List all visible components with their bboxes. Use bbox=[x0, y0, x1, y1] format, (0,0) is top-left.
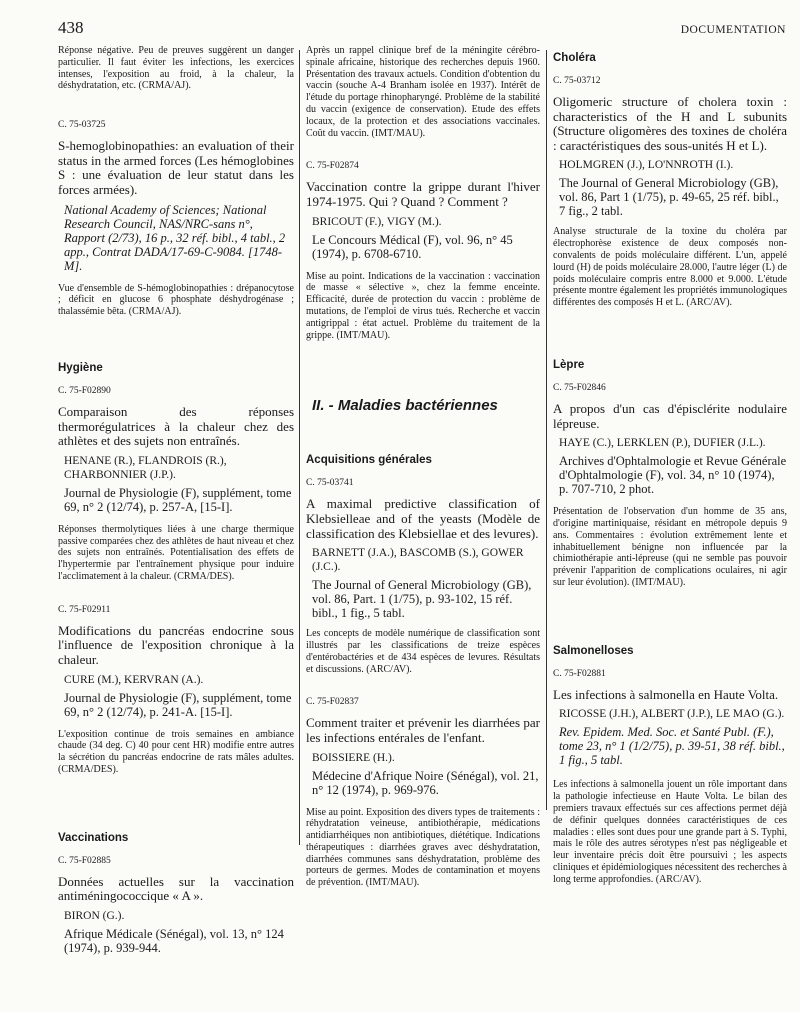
entry-publication: Journal de Physiologie (F), supplément, tome 69, n° 2 (12/74), p. 257-A, [15-I]. bbox=[64, 485, 292, 514]
page-number: 438 bbox=[58, 18, 84, 37]
entry-ref: C. 75-03741 bbox=[306, 478, 354, 489]
entry-75-03741 bbox=[306, 478, 540, 675]
column-rule-1 bbox=[299, 50, 300, 845]
section-heading-vaccinations: Vaccinations bbox=[58, 831, 129, 844]
entry-authors: BIRON (G.). bbox=[64, 909, 125, 922]
entry-publication: Médecine d'Afrique Noire (Sénégal), vol. 21, n° 12 (1974), p. 969-976. bbox=[312, 768, 539, 797]
entry-title: Oligomeric structure of cholera toxin : characteristics of the H and L subunits (Structure oligomères des toxines de choléra : caractéristiques des sous-unités H et L). bbox=[553, 94, 787, 153]
entry-title: Données actuelles sur la vaccination antiméningococcique « A ». bbox=[58, 873, 294, 904]
entry-publication: Archives d'Ophtalmologie et Revue Générale d'Ophtalmologie (F), vol. 34, n° 10 (1974), p. 707-710, 2 phot. bbox=[559, 454, 787, 497]
entry-title: Comparaison des réponses thermorégulatrices à la chaleur chez des athlètes et des sujets non entraînés. bbox=[58, 403, 294, 449]
entry-75-03712 bbox=[553, 76, 787, 309]
section-heading-acquisitions: Acquisitions générales bbox=[306, 454, 432, 467]
section-heading-lepre: Lèpre bbox=[553, 358, 585, 371]
entry-75-F02874 bbox=[306, 161, 540, 341]
section-heading-hygiene: Hygiène bbox=[58, 361, 103, 374]
entry-abstract: Analyse structurale de la toxine du choléra par électrophorèse existence de deux composés non-convalents de poids moléculaire différent. L'un, appelé lourd (H) de poids moléculaire 28.000, l'autre léger (L) de poids moléculaire compris entre 8.000 et 9.000. L'étude présente montre également les propriétés immunologiques différentes des composés H et L. (ARC/AV). bbox=[553, 226, 787, 309]
column-1 bbox=[58, 45, 294, 960]
entry-ref: C. 75-F02890 bbox=[58, 385, 111, 396]
entry-ref: C. 75-F02885 bbox=[58, 855, 111, 866]
entry-authors: BARNETT (J.A.), BASCOMB (S.), GOWER (J.C.). bbox=[312, 547, 524, 574]
entry-publication: Journal de Physiologie (F), supplément, tome 69, n° 2 (12/74), p. 241-A. [15-I]. bbox=[64, 690, 292, 719]
entry-title: S-hemoglobinopathies: an evaluation of their status in the armed forces (Les hémoglobines S : une évaluation de leur statut dans les forces armées). bbox=[58, 138, 294, 197]
entry-authors: BRICOUT (F.), VIGY (M.). bbox=[312, 215, 442, 228]
entry-abstract: Mise au point. Indications de la vaccination : vaccination de masse « sélective », chez la femme enceinte. Efficacité, durée de protection du vaccin : problème de mutations, de l'emploi de virus tués. Recherche et vaccin antigrippal : état actuel. Problème du traitement de la grippe. (IMT/MAU). bbox=[306, 270, 540, 341]
entry-75-F02846 bbox=[553, 383, 787, 589]
entry-authors: HOLMGREN (J.), LO'NNROTH (I.). bbox=[559, 159, 734, 172]
entry-75-F02885 bbox=[58, 856, 294, 955]
entry-publication: Rev. Epidem. Med. Soc. et Santé Publ. (F.), tome 23, n° 1 (1/2/75), p. 39-51, 38 réf. bibl., 1 fig., 5 tabl. bbox=[559, 725, 785, 768]
entry-title: Vaccination contre la grippe durant l'hiver 1974-1975. Qui ? Quand ? Comment ? bbox=[306, 179, 540, 209]
entry-75-F02911 bbox=[58, 605, 294, 776]
entry-publication: The Journal of General Microbiology (GB), vol. 86, Part. 1 (1/75), p. 93-102, 15 réf. bibl., 1 fig., 5 tabl. bbox=[312, 578, 532, 621]
column-3 bbox=[553, 52, 787, 885]
major-section-heading: II. - Maladies bactériennes bbox=[312, 397, 498, 415]
entry-ref: C. 75-F02837 bbox=[306, 697, 359, 708]
entry-publication: Le Concours Médical (F), vol. 96, n° 45 (1974), p. 6708-6710. bbox=[312, 232, 513, 261]
section-heading-salmonelloses: Salmonelloses bbox=[553, 644, 634, 657]
entry-authors: BOISSIERE (H.). bbox=[312, 751, 395, 764]
entry-abstract: Mise au point. Exposition des divers types de traitements : réhydratation veineuse, antibiothérapie, médications antidiarrhéiques non antibiotiques, diététique. Indications thérapeutiques : diarrhées graves avec déshydratation, diarrhées communes sans déshydratation, problème des porteurs de germes. Modes de contamination et moyens de prévention. (IMT/MAU). bbox=[306, 806, 540, 889]
entry-75-F02837 bbox=[306, 697, 540, 889]
entry-abstract: Les concepts de modèle numérique de classification sont illustrés par les classifications de treize espèces d'entérobactéries et de 434 espèces de levures. Résultats et discussions. (ARC/AV). bbox=[306, 628, 540, 675]
running-title: DOCUMENTATION bbox=[680, 24, 786, 36]
entry-authors: RICOSSE (J.H.), ALBERT (J.P.), LE MAO (G.). bbox=[559, 708, 785, 721]
entry-75-03725 bbox=[58, 120, 294, 318]
entry-title: Modifications du pancréas endocrine sous l'influence de l'exposition chronique à la chaleur. bbox=[58, 622, 294, 667]
abstract-continued: Réponse négative. Peu de preuves suggèrent un danger particulier. Il faut éviter les infections, les exercices intenses, l'exposition au froid, à la chaleur, la déshydratation, etc. (CRMA/AJ). bbox=[58, 45, 294, 92]
section-heading-cholera: Choléra bbox=[553, 52, 596, 64]
entry-ref: C. 75-03725 bbox=[58, 120, 106, 131]
entry-abstract: Présentation de l'observation d'un homme de 35 ans, d'origine martiniquaise, résidant en métropole depuis 9 ans. Commentaires : évolution extrêmement lente et inhabituellement bénigne non influencée par la chimiothérapie anti-lépreuse (qui ne semble pas pouvoir prévenir l'apparition de complications oculaires, ni agir sur leur évolution). (IMT/MAU). bbox=[553, 506, 787, 588]
abstract-continued: Après un rappel clinique bref de la méningite cérébro-spinale africaine, historique des recherches depuis 1960. Présentation des travaux actuels. Condition d'obtention du vaccin (souche A-4 Branham isolée en 1937). Intérêt de l'étude du portage rhinopharyngé. Problème de la stabilité du vaccin (exigence de conservation). Etude des effets locaux, de la protection et des associations vaccinales. Coût du vaccin. (IMT/MAU). bbox=[306, 45, 540, 139]
column-2 bbox=[306, 45, 540, 889]
entry-title: A propos d'un cas d'épisclérite nodulaire lépreuse. bbox=[553, 400, 787, 431]
entry-title: Comment traiter et prévenir les diarrhées par les infections entérales de l'enfant. bbox=[306, 715, 540, 745]
entry-ref: C. 75-F02874 bbox=[306, 161, 359, 172]
entry-authors: HAYE (C.), LERKLEN (P.), DUFIER (J.L.). bbox=[559, 437, 766, 450]
entry-authors: CURE (M.), KERVRAN (A.). bbox=[64, 673, 204, 686]
entry-ref: C. 75-F02911 bbox=[58, 604, 111, 615]
entry-abstract: Vue d'ensemble de S-hémoglobinopathies : drépanocytose ; déficit en glucose 6 phosphate déshydrogénase ; thalassémie bêta. (CRMA/AJ). bbox=[58, 282, 294, 318]
entry-title: Les infections à salmonella en Haute Volta. bbox=[553, 686, 779, 702]
entry-publication: The Journal of General Microbiology (GB), vol. 86, Part 1 (1/75), p. 49-65, 25 réf. bibl., 7 fig., 2 tabl. bbox=[559, 176, 779, 219]
entry-abstract: Les infections à salmonella jouent un rôle important dans la pathologie infectieuse en Haute Volta. Le bilan des premiers travaux effectués sur ces affections permet déjà de définir quelques données caractéristiques de ces maladies : elles sont dues pour une grande part à S. Typhi, mais le rôle des autres sérotypes n'est pas négligeable et leur inventaire précis doit être poursuivi ; les aspects cliniques et épidémiologiques nécessitent des recherches à long terme approfondies. (ARC/AV). bbox=[553, 779, 787, 885]
entry-ref: C. 75-F02846 bbox=[553, 382, 606, 393]
entry-title: A maximal predictive classification of Klebsielleae and of the yeasts (Modèle de classification des Klebsiellae et des levures). bbox=[306, 496, 540, 541]
entry-publication: Afrique Médicale (Sénégal), vol. 13, n° 124 (1974), p. 939-944. bbox=[64, 926, 284, 955]
entry-ref: C. 75-03712 bbox=[553, 76, 601, 86]
entry-abstract: L'exposition continue de trois semaines en ambiance chaude (34 deg. C) 40 pour cent HR) modifie entre autres la sécrétion du pancréas endocrine de rats mâles adultes. (CRMA/DES). bbox=[58, 728, 294, 775]
entry-75-F02890 bbox=[58, 386, 294, 583]
entry-ref: C. 75-F02881 bbox=[553, 668, 606, 679]
entry-75-F02881 bbox=[553, 669, 787, 886]
entry-abstract: Réponses thermolytiques liées à une charge thermique passive comparées chez des athlètes de haut niveau et chez des sujets non entraînés. Potentialisation des effets de l'hypertermie par l'entraînement physique pour induire l'acclimatement à la chaleur. (CRMA/DES). bbox=[58, 523, 294, 582]
entry-publication: National Academy of Sciences; National Research Council, NAS/NRC-sans n°, Rapport (2/73), 16 p., 32 réf. bibl., 4 tabl., 2 app., Contrat DADA/17-69-C-9084. [1748-M]. bbox=[64, 202, 286, 273]
entry-authors: HENANE (R.), FLANDROIS (R.), CHARBONNIER (J.P.). bbox=[64, 454, 227, 481]
column-rule-2 bbox=[546, 50, 547, 810]
